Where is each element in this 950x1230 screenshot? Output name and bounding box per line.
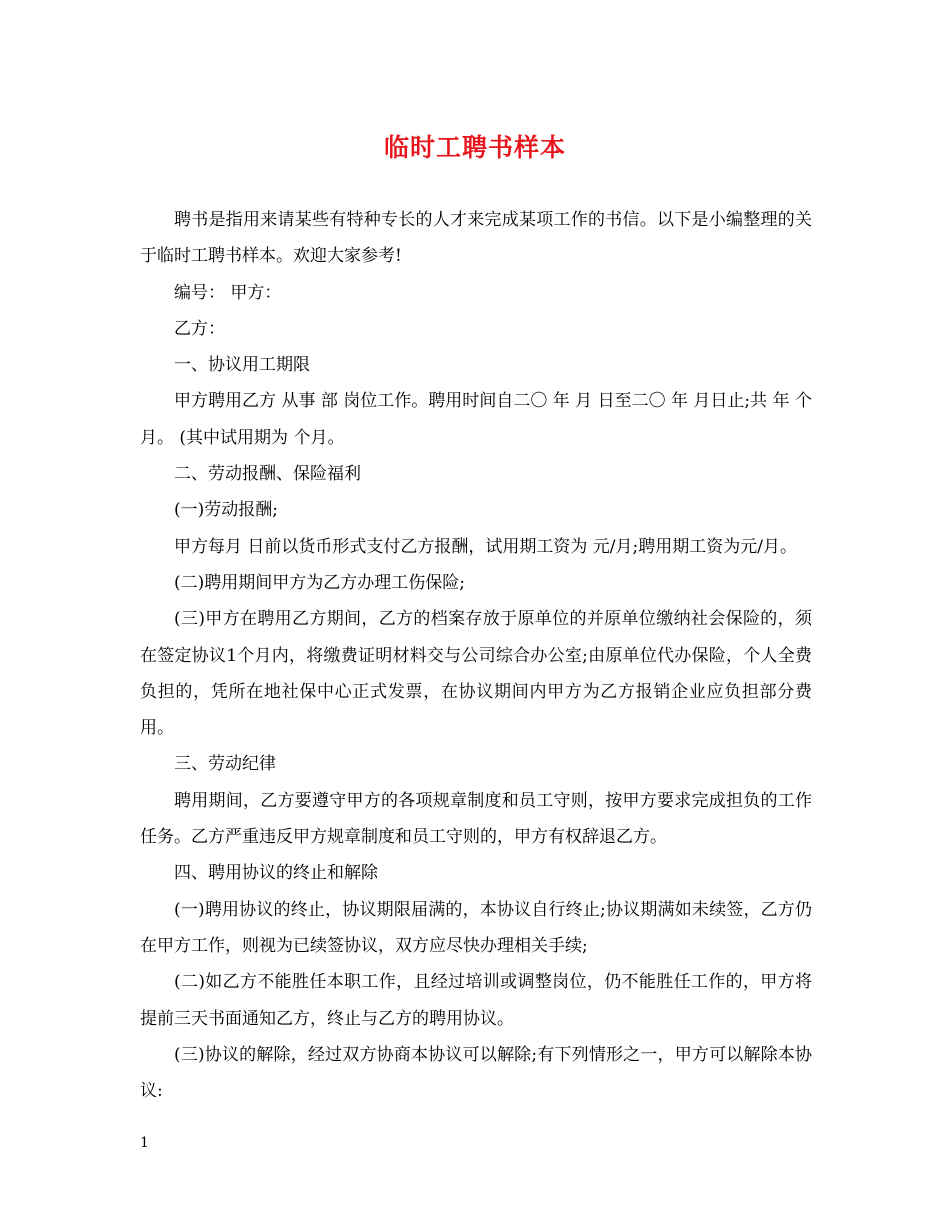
party-b-line: 乙方：	[174, 318, 225, 339]
termination-paragraph-1: (一)聘用协议的终止，协议期限届满的，本协议自行终止;协议期满如未续签，乙方仍在甲方工作，则视为已续签协议，双方应尽快办理相关手续;	[140, 899, 812, 956]
pay-paragraph: 甲方每月 日前以货币形式支付乙方报酬，试用期工资为 元/月;聘用期工资为元/月。	[174, 536, 797, 557]
document-body	[140, 202, 812, 1109]
page-number: 1	[140, 1135, 149, 1151]
section-heading-termination: 四、聘用协议的终止和解除	[174, 863, 378, 884]
section-heading-discipline: 三、劳动纪律	[174, 754, 276, 775]
intro-paragraph: 聘书是指用来请某些有特种专长的人才来完成某项工作的书信。以下是小编整理的关于临时工聘书样本。欢迎大家参考!	[140, 210, 812, 267]
social-insurance-paragraph: (三)甲方在聘用乙方期间，乙方的档案存放于原单位的并原单位缴纳社会保险的，须在签定协议1个月内，将缴费证明材料交与公司综合办公室;由原单位代办保险，个人全费负担的，凭所在地社保中心正式发票，在协议期间内甲方为乙方报销企业应负担部分费用。	[140, 609, 812, 739]
discipline-paragraph: 聘用期间，乙方要遵守甲方的各项规章制度和员工守则，按甲方要求完成担负的工作任务。乙方严重违反甲方规章制度和员工守则的，甲方有权辞退乙方。	[140, 790, 812, 848]
termination-paragraph-2: (二)如乙方不能胜任本职工作，且经过培训或调整岗位，仍不能胜任工作的，甲方将提前三天书面通知乙方，终止与乙方的聘用协议。	[140, 972, 812, 1029]
section-heading-pay: 二、劳动报酬、保险福利	[174, 464, 361, 485]
subsection-pay: (一)劳动报酬;	[174, 500, 278, 521]
term-paragraph: 甲方聘用乙方 从事 部 岗位工作。聘用时间自二〇 年 月 日至二〇 年 月日止;共 年 个月。 (其中试用期为 个月。	[140, 391, 812, 448]
termination-paragraph-3: (三)协议的解除，经过双方协商本协议可以解除;有下列情形之一，甲方可以解除本协议:	[140, 1044, 812, 1102]
document-title: 临时工聘书样本	[383, 133, 566, 162]
section-heading-term: 一、协议用工期限	[174, 355, 310, 376]
number-party-a-line: 编号： 甲方：	[174, 282, 282, 303]
injury-insurance-paragraph: (二)聘用期间甲方为乙方办理工伤保险;	[174, 572, 465, 593]
